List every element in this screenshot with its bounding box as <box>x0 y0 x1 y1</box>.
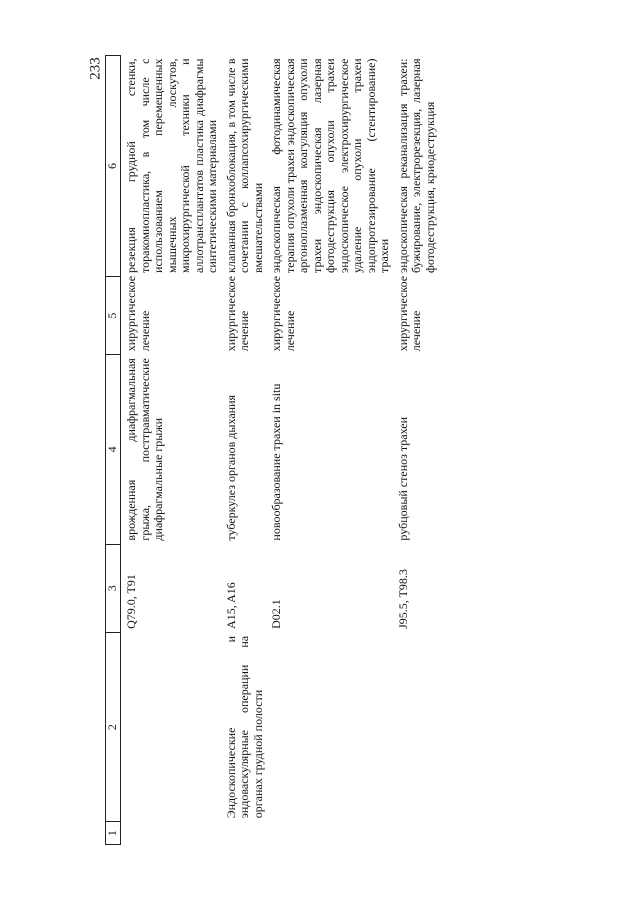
table-row <box>121 56 221 845</box>
cell-method: эндоскопическая фотодинамическая терапия опухоли трахеи эндоскопическая аргоноплазменная коагуляция опухоли трахеи эндоскопическая лазерная фотодеструкция опухоли трахеи эндоскопическое электрохирургическое удаление опухоли трахеи эндопротезирование (стентирование) трахеи <box>269 58 391 273</box>
cell-treatment-type: хирургическое лечение <box>124 275 152 352</box>
cell-icd-codes: Q79.0, T91 <box>124 574 138 629</box>
page-number: 233 <box>87 57 104 80</box>
cell-diagnosis: врожденная диафрагмальная грыжа, посттравматические диафрагмальные грыжи <box>124 358 165 541</box>
cell-col1 <box>121 822 221 845</box>
procedures-table <box>105 55 438 845</box>
cell-method: эндоскопическая реканализация трахеи: бужирование, электрорезекция, лазерная фотодеструкция, криодеструкция <box>395 58 437 273</box>
cell-treatment-type: хирургическое лечение <box>223 275 251 352</box>
cell-section <box>121 632 221 821</box>
cell-method: клапанная бронхоблокация, в том числе в сочетании с коллапсохирургическими вмешательствами <box>223 58 265 273</box>
cell-icd-codes: J95.5, T98.3 <box>395 569 410 629</box>
cell-diagnosis: новообразование трахеи in situ <box>269 383 283 541</box>
cell-diagnosis: рубцовый стеноз трахеи <box>395 416 410 541</box>
cell-section <box>266 632 393 821</box>
header-col-1: 1 <box>106 822 121 845</box>
cell-icd-codes: D02.1 <box>269 599 283 629</box>
cell-treatment-type: хирургическое лечение <box>395 275 423 352</box>
cell-method: резекция грудной стенки, торакомиопластика, в том числе с использованием перемещенных мышечных лоскутов, микрохирургической техники и аллотрансплантатов пластика диафрагмы синтетическими материалами <box>124 58 219 273</box>
table-row <box>393 56 439 845</box>
cell-col1 <box>266 822 393 845</box>
header-col-4: 4 <box>106 355 121 544</box>
table-row <box>221 56 267 845</box>
header-row <box>106 56 121 845</box>
cell-treatment-type: хирургическое лечение <box>269 275 297 352</box>
cell-section: Эндоскопические и эндоваскулярные операции на органах грудной полости <box>223 635 265 819</box>
header-col-3: 3 <box>106 544 121 632</box>
header-col-2: 2 <box>106 632 121 821</box>
table-row <box>266 56 393 845</box>
cell-section <box>393 632 439 821</box>
cell-col1 <box>393 822 439 845</box>
header-col-6: 6 <box>106 56 121 277</box>
rotated-table-canvas <box>105 55 575 845</box>
cell-col1 <box>221 822 267 845</box>
header-col-5: 5 <box>106 276 121 354</box>
cell-diagnosis: туберкулез органов дыхания <box>223 394 238 541</box>
cell-icd-codes: A15, A16 <box>223 582 238 629</box>
